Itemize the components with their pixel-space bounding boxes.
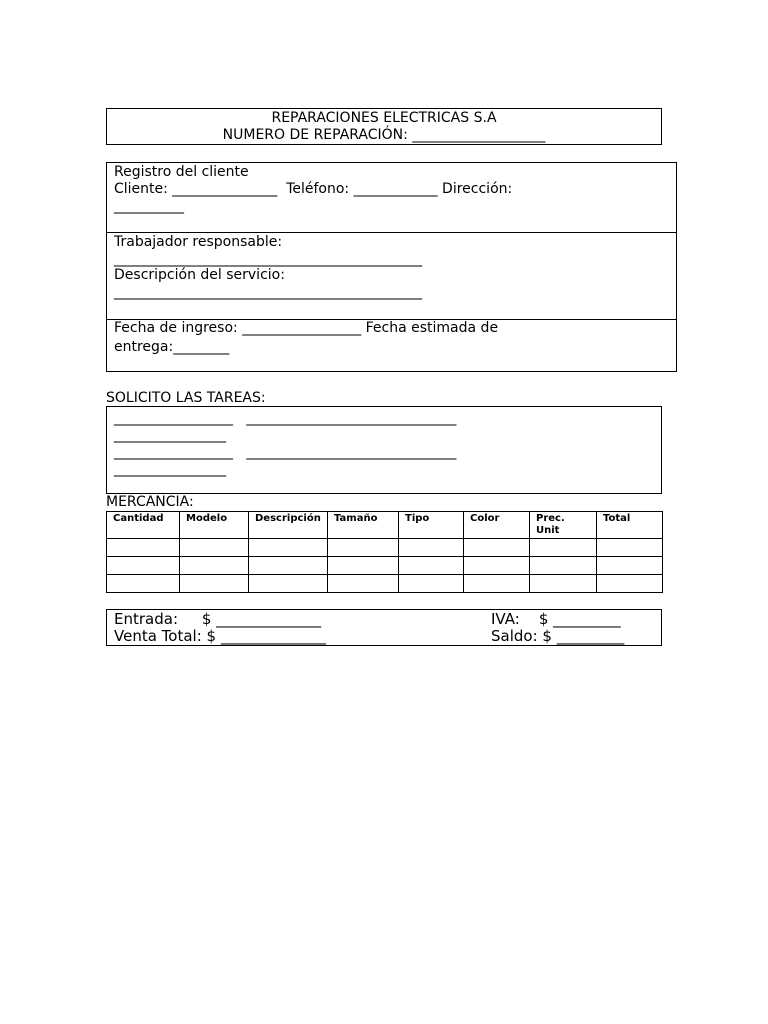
client-fields-line[interactable]: Cliente: _______________ Teléfono: ____________ Dirección:: [114, 181, 513, 197]
task-line[interactable]: _________________ ______________________________: [114, 444, 457, 460]
table-cell[interactable]: [399, 575, 464, 593]
column-header: Tamaño: [328, 512, 399, 539]
column-header: Prec. Unit: [530, 512, 597, 539]
table-cell[interactable]: [249, 575, 328, 593]
column-header: Cantidad: [107, 512, 180, 539]
section-divider: [107, 232, 676, 233]
task-line[interactable]: ________________: [114, 461, 226, 477]
table-cell[interactable]: [180, 575, 249, 593]
tasks-label: SOLICITO LAS TAREAS:: [106, 390, 266, 406]
table-row: [107, 539, 663, 557]
column-header: Descripción: [249, 512, 328, 539]
table-cell[interactable]: [399, 539, 464, 557]
task-line[interactable]: ________________: [114, 427, 226, 443]
address-field-continuation[interactable]: __________: [114, 198, 184, 214]
table-cell[interactable]: [399, 557, 464, 575]
repair-number-field[interactable]: NUMERO DE REPARACIÓN: ___________________: [222, 127, 546, 143]
table-cell[interactable]: [107, 539, 180, 557]
merchandise-label: MERCANCIA:: [106, 494, 194, 510]
company-name: REPARACIONES ELECTRICAS S.A: [271, 110, 497, 126]
column-header: Total: [597, 512, 663, 539]
column-header: Tipo: [399, 512, 464, 539]
tasks-box: [106, 406, 662, 494]
table-cell[interactable]: [464, 575, 530, 593]
saldo-field[interactable]: Saldo: $ _________: [491, 627, 625, 645]
table-cell[interactable]: [597, 575, 663, 593]
table-cell[interactable]: [180, 557, 249, 575]
venta-total-field[interactable]: Venta Total: $ ______________: [114, 627, 326, 645]
dates-line[interactable]: Fecha de ingreso: _________________ Fecha estimada de: [114, 320, 499, 336]
table-cell[interactable]: [464, 539, 530, 557]
table-cell[interactable]: [597, 539, 663, 557]
table-cell[interactable]: [180, 539, 249, 557]
table-cell[interactable]: [249, 557, 328, 575]
table-cell[interactable]: [107, 575, 180, 593]
table-cell[interactable]: [107, 557, 180, 575]
table-cell[interactable]: [530, 575, 597, 593]
service-label: Descripción del servicio:: [114, 267, 285, 283]
table-cell[interactable]: [249, 539, 328, 557]
table-cell[interactable]: [597, 557, 663, 575]
table-cell[interactable]: [328, 575, 399, 593]
header-box: [106, 108, 662, 145]
delivery-date-field[interactable]: entrega:________: [114, 339, 230, 355]
client-box: [106, 162, 677, 372]
table-cell[interactable]: [530, 539, 597, 557]
merchandise-table: [106, 511, 663, 593]
totals-box: [106, 609, 662, 646]
column-header: Modelo: [180, 512, 249, 539]
task-line[interactable]: _________________ ______________________________: [114, 410, 457, 426]
table-cell[interactable]: [328, 557, 399, 575]
worker-field[interactable]: ____________________________________________: [114, 251, 422, 267]
table-cell[interactable]: [530, 557, 597, 575]
table-row: [107, 575, 663, 593]
table-header-row: [107, 512, 663, 539]
column-header: Color: [464, 512, 530, 539]
entrada-field[interactable]: Entrada: $ ______________: [114, 610, 322, 628]
table-cell[interactable]: [464, 557, 530, 575]
client-section-title: Registro del cliente: [114, 164, 249, 180]
table-cell[interactable]: [328, 539, 399, 557]
table-row: [107, 557, 663, 575]
service-field[interactable]: ____________________________________________: [114, 284, 422, 300]
worker-label: Trabajador responsable:: [114, 234, 283, 250]
iva-field[interactable]: IVA: $ _________: [491, 610, 621, 628]
